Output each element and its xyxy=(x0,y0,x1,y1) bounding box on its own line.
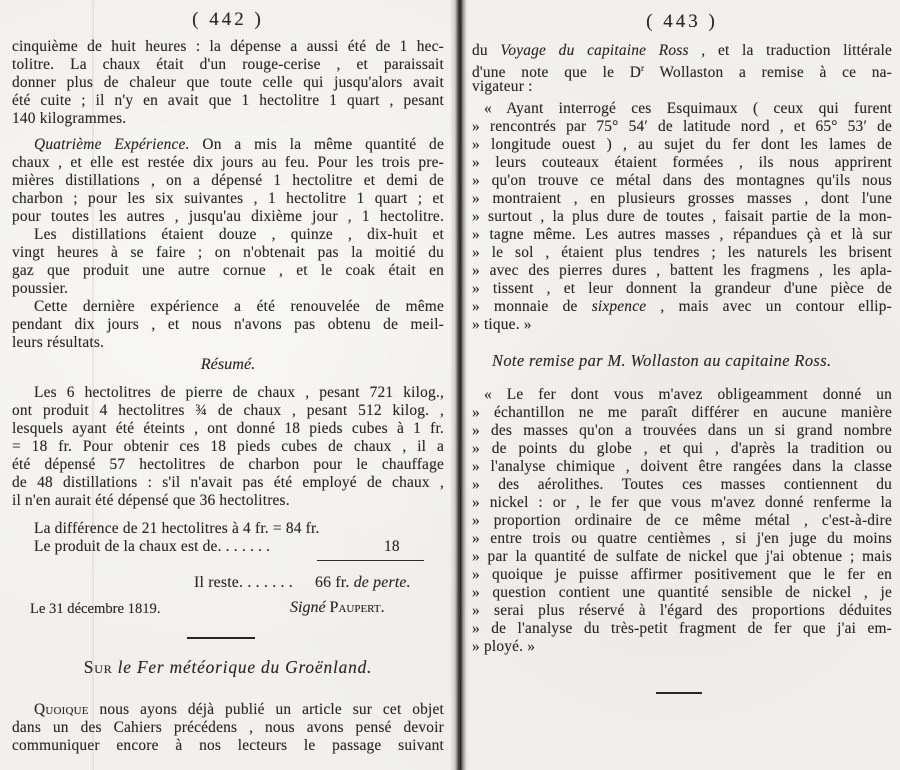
text-line: chaux , et elle est restée dix jours au feu. Pour les trois pre- xyxy=(12,154,444,171)
text-line xyxy=(472,42,892,60)
right-page xyxy=(472,0,892,694)
quote-line: » montraient , en plusieurs grosses masses , dont l'une xyxy=(472,190,892,207)
text-line: vingt heures à se faire ; on n'obtenait pas la moitié du xyxy=(12,244,444,261)
quote-line: » proportion ordinaire de ce même métal , c'est-à-dire xyxy=(472,512,892,529)
text-segment: d'une note que le D xyxy=(472,64,642,82)
text-line: de 48 distillations : s'il n'avait pas été employé de chaux , xyxy=(12,474,444,491)
quote-line: » longitude ouest ) , au sujet du fer dont les lames de xyxy=(472,136,892,153)
quote-line: » le sol , étaient plus tendres ; les naturels les brisent xyxy=(472,244,892,261)
reste-note: de perte. xyxy=(353,574,411,591)
quote-line: » rencontrés par 75° 54′ de latitude nord , et 65° 53′ de xyxy=(472,118,892,135)
text-line: mières distillations , on a dépensé 1 hectolitre et demi de xyxy=(12,172,444,189)
para-quoique xyxy=(12,701,444,755)
heading-rest: le Fer météorique du Groënland. xyxy=(112,657,373,677)
account-produit-label: Le produit de la chaux est de. . . . . . . xyxy=(34,538,271,555)
quote-line: » serai plus réservé à l'égard des proportions déduites xyxy=(472,602,892,619)
date-signature-row xyxy=(12,601,444,619)
section-divider-rule xyxy=(187,637,255,639)
sixpence-italic: sixpence xyxy=(591,298,647,315)
quote-line: » qu'on trouve ce métal dans des montagnes qu'ils nous xyxy=(472,172,892,189)
account-reste-line xyxy=(12,573,444,593)
account-summary xyxy=(12,520,444,619)
book-gutter-shadow xyxy=(450,0,468,770)
text-line: 140 kilogrammes. xyxy=(12,110,127,127)
account-produit-value: 18 xyxy=(384,538,400,555)
text-line: il n'en aurait été dépensé que 36 hectolitres. xyxy=(12,492,290,509)
resume-heading: Résumé. xyxy=(200,355,256,373)
reste-label: Il reste. . . . . . . xyxy=(194,574,293,591)
experience-title: Quatrième Expérience. xyxy=(34,136,190,153)
text-line: été dépensé 57 hectolitres de charbon pour le chauffage xyxy=(12,456,444,473)
quote-line: » tique. » xyxy=(472,316,532,333)
text-segment: du xyxy=(472,42,501,59)
quote-wollaston-note xyxy=(472,386,892,656)
para-derniere-experience xyxy=(12,298,444,352)
quote-line: » question contient une quantité sensible de nickel , je xyxy=(472,584,892,601)
quote-line: » échantillon ne me paraît différer en aucune manière xyxy=(472,404,892,421)
voyage-title-italic: Voyage du capitaine Ross xyxy=(500,42,689,59)
quote-line: » tagne même. Les autres masses , répandues çà et là sur xyxy=(472,226,892,243)
text-segment: On a mis la même quantité de xyxy=(189,136,444,153)
quote-line: » nickel : or , le fer que vous m'avez donné renferme la xyxy=(472,494,892,511)
text-line: pendant dix jours , et nous n'avons pas obtenu de meil- xyxy=(12,316,444,333)
quote-line: » surtout , la plus dure de toutes , faisait partie de la mon- xyxy=(472,208,892,225)
note-heading: Note remise par M. Wollaston au capitaine Ross. xyxy=(492,351,832,370)
text-line: pour toutes les autres , jusqu'au dixième jour , 1 hectolitre. xyxy=(12,208,444,225)
quote-line: » entre trois ou quatre centièmes , si j'en juge du moins xyxy=(472,530,892,547)
text-line: Les 6 hectolitres de pierre de chaux , pesant 721 kilog., xyxy=(34,384,444,401)
quote-line: « Ayant interrogé ces Esquimaux ( ceux qui furent xyxy=(484,100,892,117)
page-number-right: ( 443 ) xyxy=(646,11,718,32)
para-hectolitre-continuation xyxy=(12,38,444,128)
para-distillations xyxy=(12,226,444,298)
signature xyxy=(290,599,385,617)
text-segment: » monnaie de xyxy=(472,298,592,315)
text-line: donner plus de chaleur que toute celle qui jusqu'alors avait xyxy=(12,74,444,91)
page-number-left: ( 442 ) xyxy=(192,9,264,30)
left-page xyxy=(12,0,444,755)
text-segment: , et la traduction littérale xyxy=(688,42,892,59)
quote-line: » des aérolithes. Toutes ces masses contiennent du xyxy=(472,476,892,493)
signed-label: Signé xyxy=(290,599,326,616)
article-heading xyxy=(12,655,444,679)
quote-line: » l'analyse chimique , doivent être rangées dans la classe xyxy=(472,458,892,475)
text-line: charbon ; pour les six suivantes , 1 hectolitre 1 quart ; et xyxy=(12,190,444,207)
quote-line xyxy=(472,298,892,316)
quote-line: » quoique je puisse affirmer positivement que le fer en xyxy=(472,566,892,583)
text-line: vigateur : xyxy=(472,78,533,95)
text-line: = 18 fr. Pour obtenir ces 18 pieds cubes de chaux , il a xyxy=(12,438,444,455)
quote-esquimaux xyxy=(472,100,892,334)
para-lead-smallcaps: Quoique xyxy=(34,701,89,718)
date-label: Le 31 décembre 1819. xyxy=(30,601,161,617)
signed-name: Paupert. xyxy=(329,599,385,616)
quote-line: « Le fer dont vous m'avez obligeamment donné un xyxy=(484,386,892,403)
text-line: dans un des Cahiers précédens , nous avons pensé devoir xyxy=(12,719,444,736)
account-sum-rule xyxy=(317,560,424,561)
text-line: communiquer encore à nos lecteurs le passage suivant xyxy=(12,737,444,754)
text-line xyxy=(12,701,444,719)
text-line: poussier. xyxy=(12,280,69,297)
reste-amount: 66 fr. xyxy=(315,574,350,591)
end-of-note-rule xyxy=(656,692,702,694)
text-line: Cette dernière expérience a été renouvelée de même xyxy=(34,298,444,315)
reste-value xyxy=(315,573,411,593)
para-voyage-ross xyxy=(472,42,892,96)
text-line: lesquels ayant été éteints , ont donné 18 pieds cubes à 1 fr. xyxy=(12,420,444,437)
quote-line: » par la quantité de sulfate de nickel que j'ai obtenue ; mais xyxy=(472,548,892,565)
text-line xyxy=(12,136,444,154)
quote-line: » tissent , et leur donnent la grandeur d'une pièce de xyxy=(472,280,892,297)
text-segment: , mais avec un contour ellip- xyxy=(646,298,892,315)
para-quatrieme-experience xyxy=(12,136,444,226)
text-segment: Wollaston a remise à ce na- xyxy=(644,64,892,82)
quote-line: » de points du globe , et qui , d'après la tradition ou xyxy=(472,440,892,457)
quote-line: » leurs couteaux étaient formées , ils nous apprirent xyxy=(472,154,892,171)
text-line: été cuite ; il n'y en avait que 1 hectolitre 1 quart , pesant xyxy=(12,92,444,109)
account-produit-line xyxy=(12,538,444,556)
quote-line: » des masses qu'on a trouvées dans un si grand nombre xyxy=(472,422,892,439)
quote-line: » ployé. » xyxy=(472,638,536,655)
quote-line: » de l'analyse du très-petit fragment de fer que j'ai em- xyxy=(472,620,892,637)
doctor-superscript: r xyxy=(641,63,645,74)
text-line: gaz que produit une autre cornue , et le coak était en xyxy=(12,262,444,279)
text-line xyxy=(472,60,892,82)
text-line: ont produit 4 hectolitres ¾ de chaux , pesant 512 kilog. , xyxy=(12,402,444,419)
para-resume-calcul xyxy=(12,384,444,510)
text-line: cinquième de huit heures : la dépense a aussi été de 1 hec- xyxy=(12,38,444,55)
account-difference-line: La différence de 21 hectolitres à 4 fr. = 84 fr. xyxy=(34,520,320,537)
heading-lead: Sur xyxy=(83,657,113,677)
text-segment: nous ayons déjà publié un article sur cet objet xyxy=(88,701,444,718)
quote-line: » avec des pierres dures , battent les fragmens , les apla- xyxy=(472,262,892,279)
text-line: tolitre. La chaux était d'un rouge-cerise , et paraissait xyxy=(12,56,444,73)
text-line: Les distillations étaient douze , quinze , dix-huit et xyxy=(34,226,444,243)
text-line: leurs résultats. xyxy=(12,334,105,351)
